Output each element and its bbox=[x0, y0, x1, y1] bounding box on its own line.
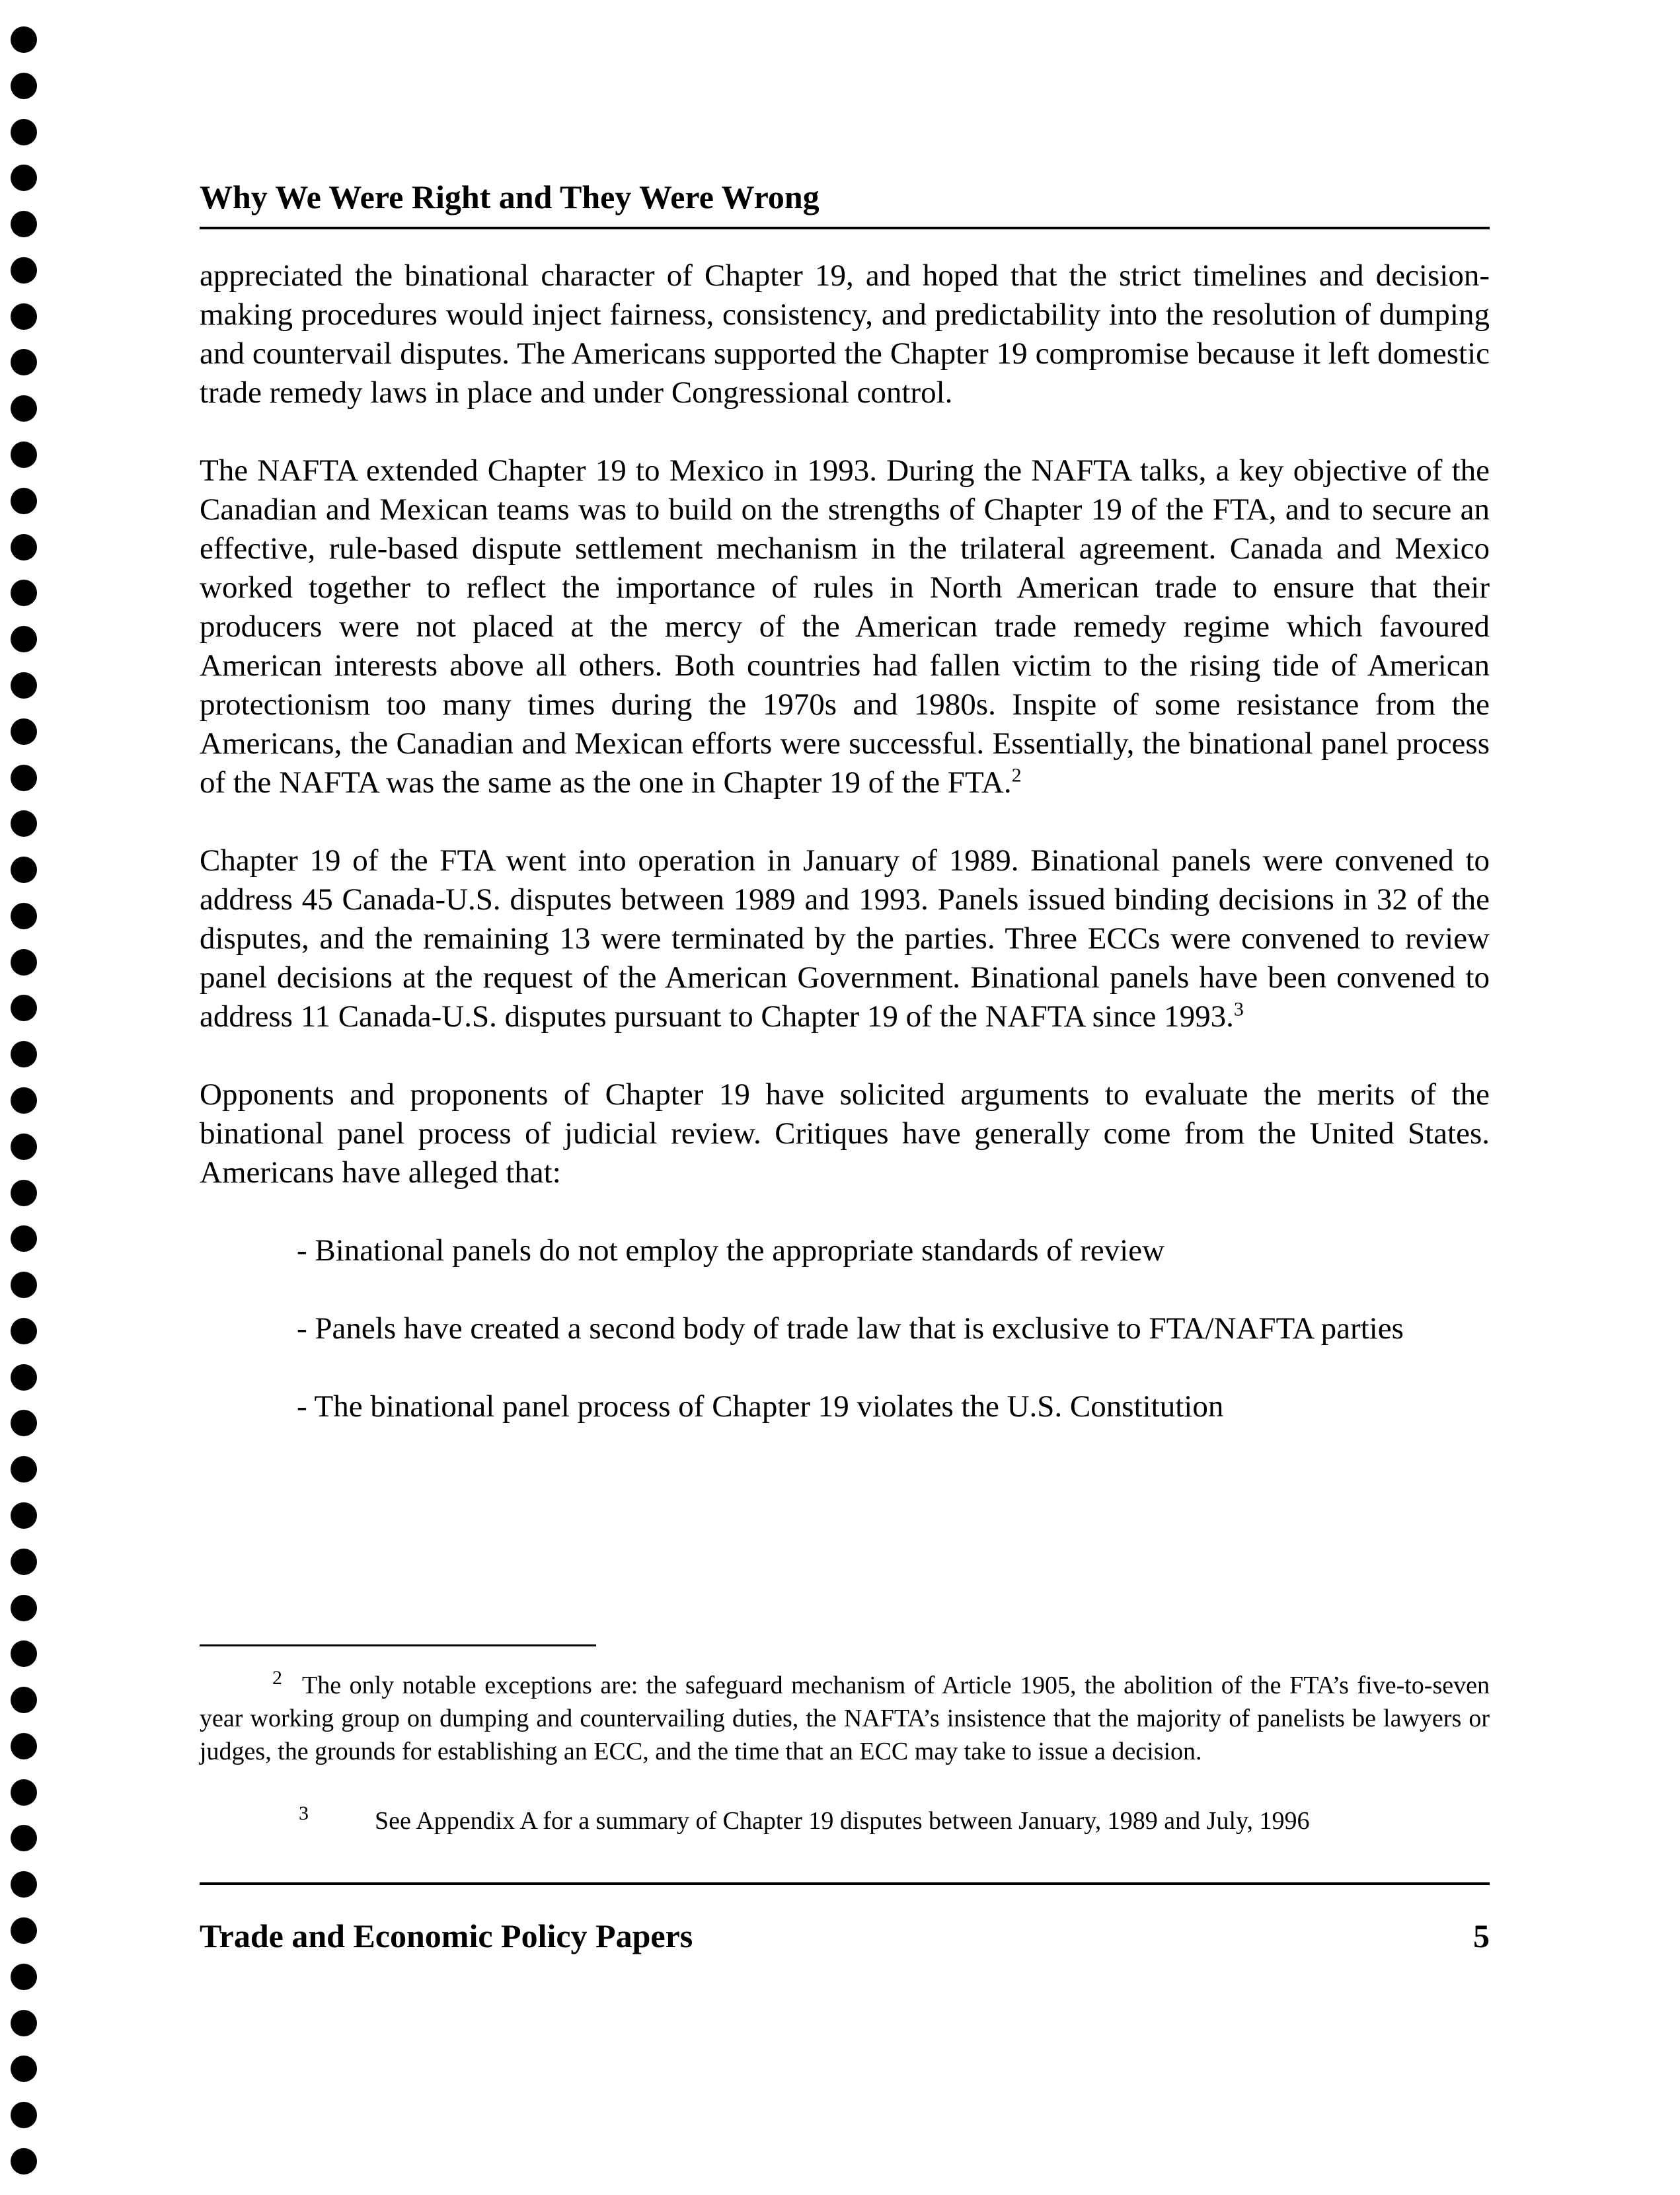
allegations-list bbox=[200, 1231, 1490, 1426]
binder-hole bbox=[11, 672, 37, 699]
binder-hole bbox=[11, 303, 37, 330]
binder-hole bbox=[11, 857, 37, 883]
binder-hole bbox=[11, 1364, 37, 1391]
binder-hole bbox=[11, 442, 37, 468]
binder-holes bbox=[11, 26, 37, 2175]
list-item: - The binational panel process of Chapter 19 violates the U.S. Constitution bbox=[297, 1389, 1224, 1424]
binder-hole bbox=[11, 718, 37, 745]
binder-hole bbox=[11, 1225, 37, 1252]
binder-hole bbox=[11, 73, 37, 99]
footnote-separator bbox=[200, 1644, 596, 1646]
paragraph-3: Chapter 19 of the FTA went into operation in January of 1989. Binational panels were convened to address 45 Canada-U.S. disputes between 1989 and 1993. Panels issued binding decisions in 32 of the disputes, and the remaining 13 were terminated by the parties. Three ECCs were convened to review panel decisions at the request of the American Government. Binational panels have been convened to address 11 Canada-U.S. disputes pursuant to Chapter 19 of the NAFTA since 1993.$^3$ bbox=[200, 843, 1490, 1034]
binder-hole bbox=[11, 349, 37, 375]
binder-hole bbox=[11, 2148, 37, 2175]
binder-hole bbox=[11, 1779, 37, 1806]
binder-hole bbox=[11, 810, 37, 837]
binder-hole bbox=[11, 765, 37, 791]
binder-hole bbox=[11, 1318, 37, 1344]
binder-hole bbox=[11, 1180, 37, 1206]
binder-hole bbox=[11, 1733, 37, 1759]
binder-hole bbox=[11, 2056, 37, 2082]
binder-hole bbox=[11, 534, 37, 560]
binder-hole bbox=[11, 1871, 37, 1898]
binder-hole bbox=[11, 119, 37, 145]
binder-hole bbox=[11, 1687, 37, 1713]
paragraph-1: appreciated the binational character of Chapter 19, and hoped that the strict timelines and decision-making procedures would inject fairness, consistency, and predictability into the resolution of dumping and countervail disputes. The Americans supported the Chapter 19 compromise because it left domestic trade remedy laws in place and under Congressional control. bbox=[200, 258, 1490, 410]
binder-hole bbox=[11, 580, 37, 606]
binder-hole bbox=[11, 1134, 37, 1160]
footnote-3: 3 See Appendix A for a summary of Chapter 19 disputes between January, 1989 and July, 1996 bbox=[299, 1802, 1310, 1835]
binder-hole bbox=[11, 2102, 37, 2128]
footer-rule bbox=[200, 1882, 1490, 1885]
binder-hole bbox=[11, 903, 37, 929]
binder-hole bbox=[11, 165, 37, 191]
binder-hole bbox=[11, 949, 37, 976]
binder-hole bbox=[11, 1825, 37, 1851]
binder-hole bbox=[11, 1502, 37, 1529]
footnote-ref-2[interactable]: 2 bbox=[1011, 764, 1022, 787]
header-rule bbox=[200, 227, 1490, 229]
binder-hole bbox=[11, 1640, 37, 1667]
footnote-text: See Appendix A for a summary of Chapter 19 disputes between January, 1989 and July, 1996 bbox=[375, 1807, 1310, 1835]
binder-hole bbox=[11, 488, 37, 514]
binder-hole bbox=[11, 626, 37, 652]
binder-hole bbox=[11, 2010, 37, 2036]
paragraph-2: The NAFTA extended Chapter 19 to Mexico in 1993. During the NAFTA talks, a key objective of the Canadian and Mexican teams was to build on the strengths of Chapter 19 of the FTA, and to secure an effective, rule-based dispute settlement mechanism in the trilateral agreement. Canada and Mexico worked together to reflect the importance of rules in North American trade to ensure that their producers were not placed at the mercy of the American trade remedy regime which favoured American interests above all others. Both countries had fallen victim to the rising tide of American protectionism too many times during the 1970s and 1980s. Inspite of some resistance from the Americans, the Canadian and Mexican efforts were successful. Essentially, the binational panel process of the NAFTA was the same as the one in Chapter 19 of the FTA.$^2$ bbox=[200, 453, 1490, 800]
binder-hole bbox=[11, 1041, 37, 1067]
binder-hole bbox=[11, 995, 37, 1021]
footnotes bbox=[200, 1669, 1490, 1874]
footnote-text: The only notable exceptions are: the safeguard mechanism of Article 1905, the abolition of the FTA’s five-to-seven year working group on dumping and countervailing duties, the NAFTA’s insistence that the majority of panelists be lawyers or judges, the grounds for establishing an ECC, and the time that an ECC may take to issue a decision. bbox=[200, 1672, 1490, 1765]
binder-hole bbox=[11, 1456, 37, 1483]
binder-hole bbox=[11, 211, 37, 237]
body-text bbox=[200, 256, 1490, 1465]
publication-title: Trade and Economic Policy Papers bbox=[200, 1917, 693, 1954]
binder-hole bbox=[11, 257, 37, 284]
binder-hole bbox=[11, 26, 37, 53]
binder-hole bbox=[11, 395, 37, 422]
list-item: - Panels have created a second body of trade law that is exclusive to FTA/NAFTA parties bbox=[297, 1311, 1404, 1346]
binder-hole bbox=[11, 1549, 37, 1575]
paragraph-4: Opponents and proponents of Chapter 19 have solicited arguments to evaluate the merits of the binational panel process of judicial review. Critiques have generally come from the United States. Americans have alleged that: bbox=[200, 1077, 1490, 1190]
footnote-ref-3[interactable]: 3 bbox=[1233, 998, 1244, 1020]
binder-hole bbox=[11, 1087, 37, 1114]
binder-hole bbox=[11, 1410, 37, 1436]
page-number: 5 bbox=[1473, 1917, 1490, 1954]
binder-hole bbox=[11, 1595, 37, 1621]
binder-hole bbox=[11, 1917, 37, 1944]
binder-hole bbox=[11, 1964, 37, 1990]
running-header-title: Why We Were Right and They Were Wrong bbox=[200, 178, 820, 215]
list-item: - Binational panels do not employ the appropriate standards of review bbox=[297, 1233, 1165, 1268]
page-footer bbox=[200, 1917, 1490, 1955]
footnote-2: 2 The only notable exceptions are: the safeguard mechanism of Article 1905, the abolition of the FTA’s five-to-seven year working group on dumping and countervailing duties, the NAFTA’s insistence that the majority of panelists be lawyers or judges, the grounds for establishing an ECC, and the time that an ECC may take to issue a decision. bbox=[200, 1667, 1490, 1765]
binder-hole bbox=[11, 1272, 37, 1298]
